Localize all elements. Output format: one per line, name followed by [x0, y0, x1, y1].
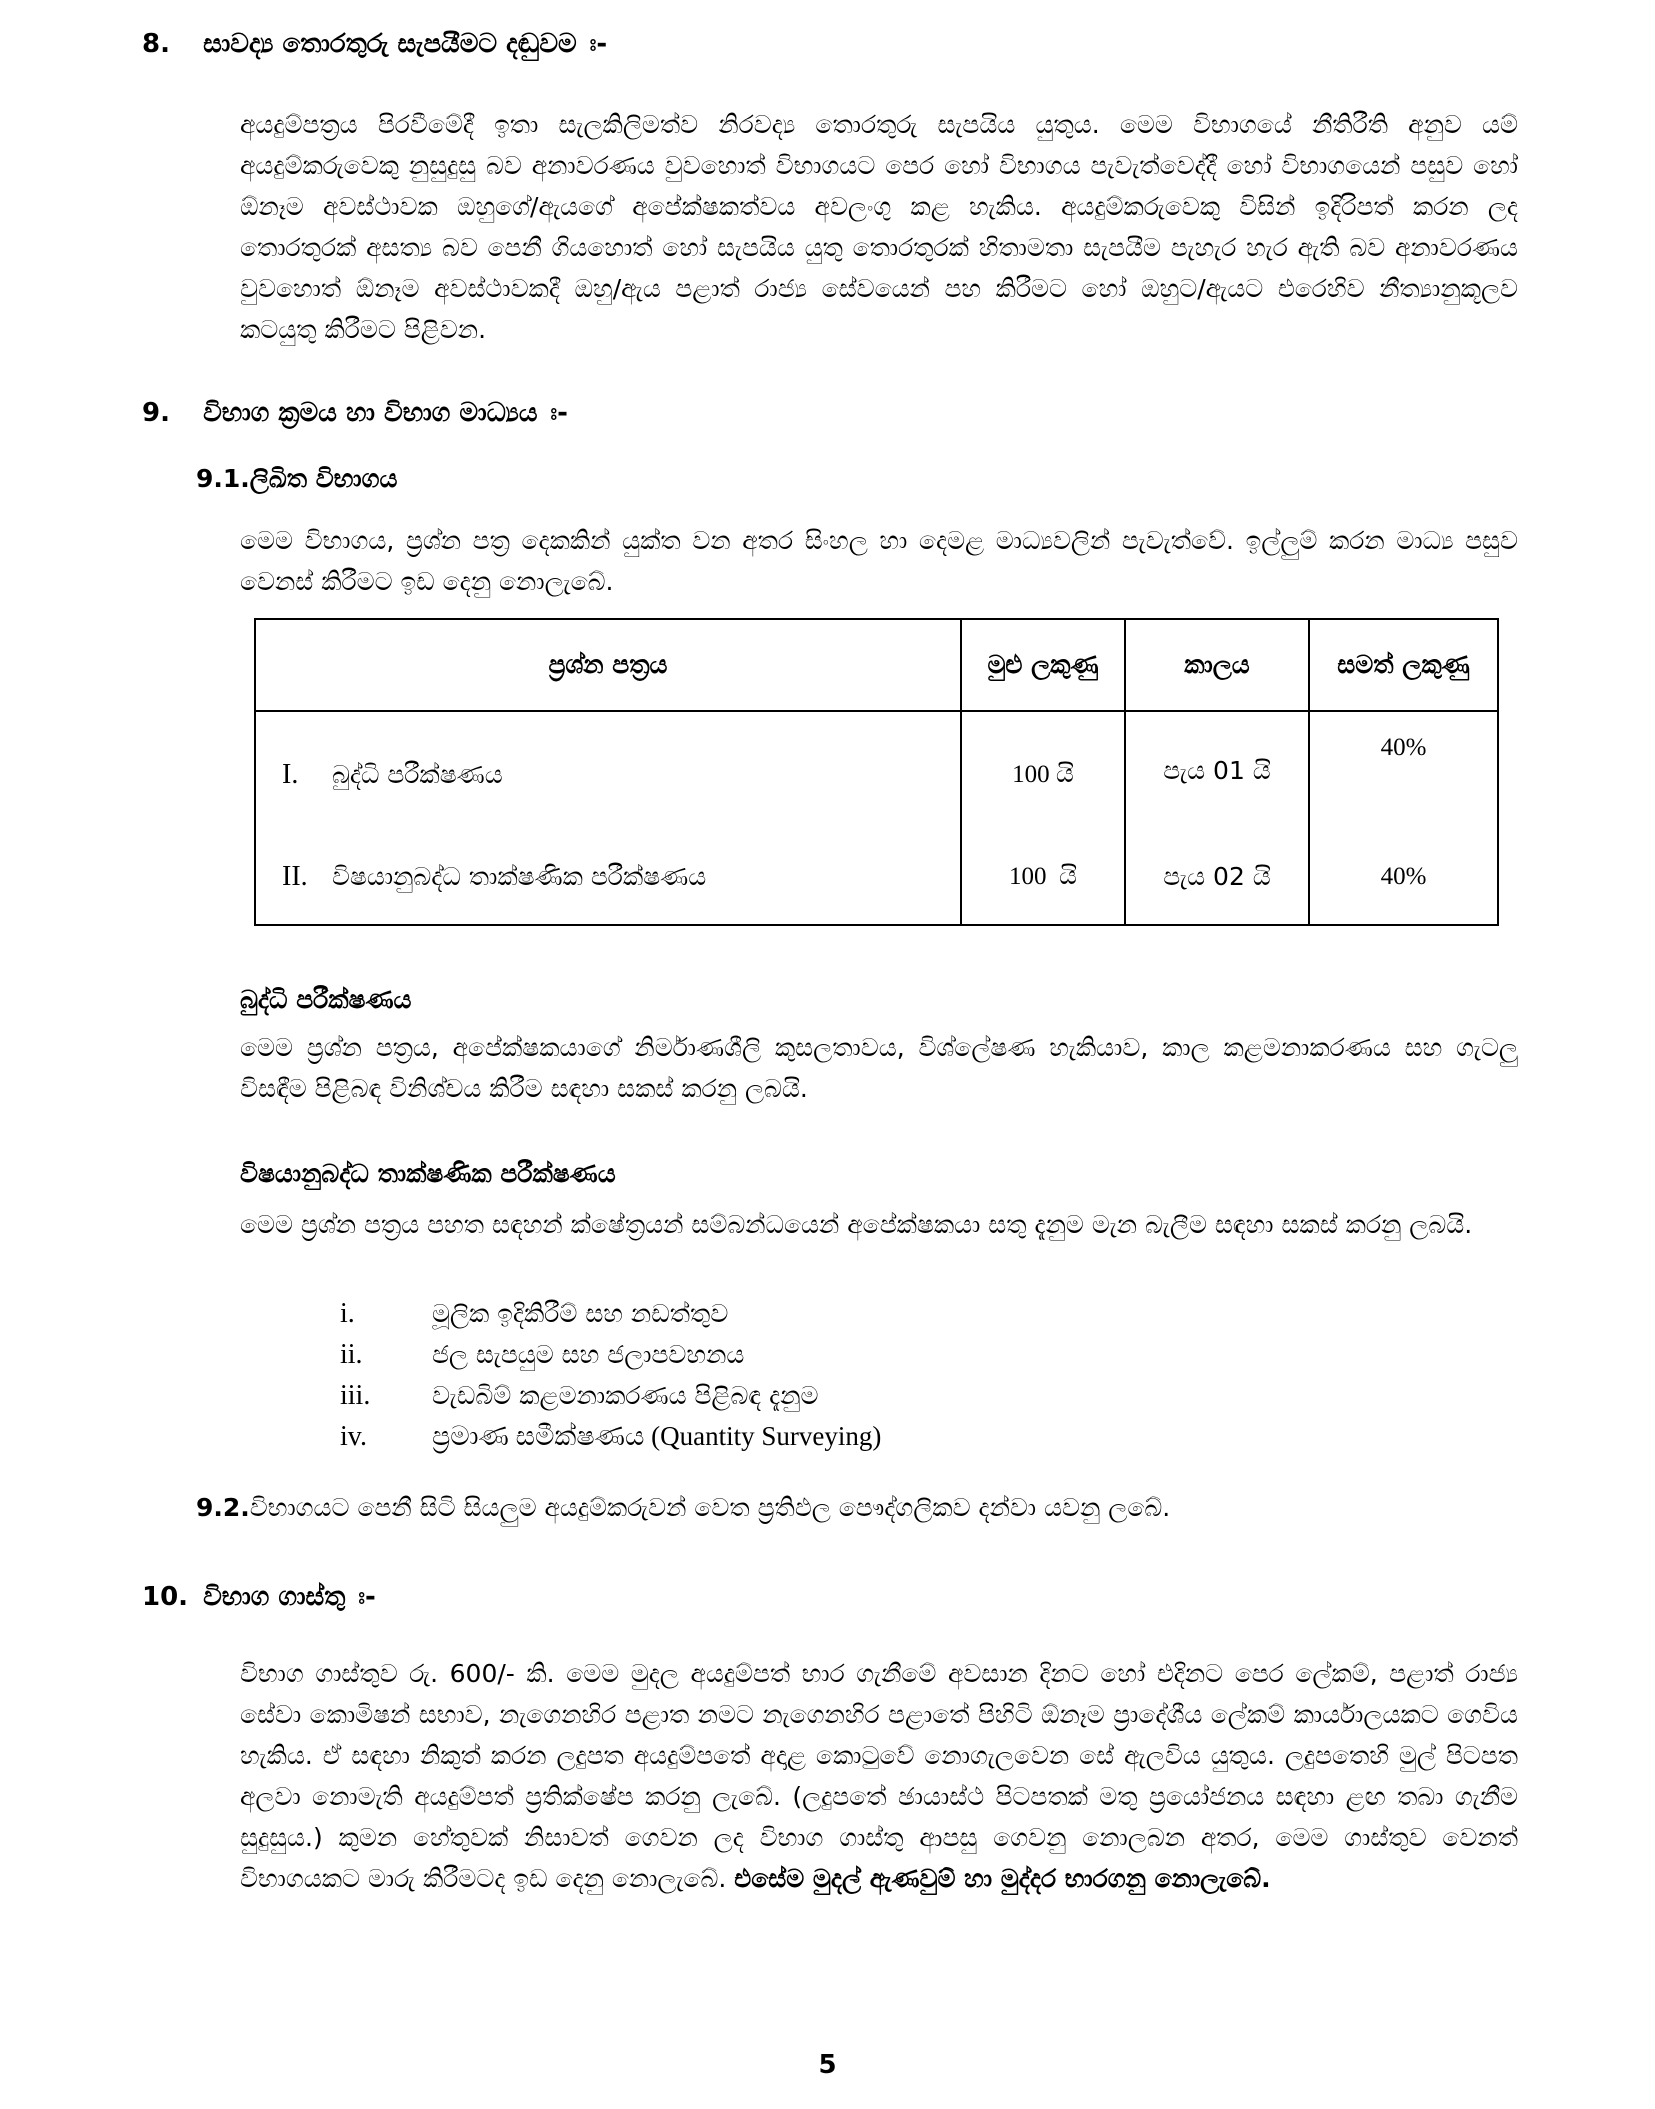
table-row: [255, 829, 1498, 925]
table-header-cell: සමත් ලකුණු: [1309, 619, 1498, 711]
list-item-number: i.: [340, 1298, 355, 1329]
section-8-paragraph: අයදුම්පත්‍රය පිරවීමේදී ඉතා සැලකිලිමත්ව නිරවද්‍ය තොරතුරු සැපයිය යුතුය. මෙම විභාගයේ නීතිරීති අනුව යම් අයදුම්කරුවෙකු නුසුදුසු බව අනාවරණය වුවහොත් විභාගයට පෙර හෝ විභාගය පැවැත්වෙද්දී හෝ විභාගයෙන් පසුව හෝ ඕනෑම අවස්ථාවක ඔහුගේ/ඇයගේ අපේක්ෂකත්වය අවලංගු කළ හැකිය. අයදුම්කරුවෙකු විසින් ඉදිරිපත් කරන ලද තොරතුරක් අසත්‍ය බව පෙනී ගියහොත් හෝ සැපයිය යුතු තොරතුරක් හිතාමතා සැපයීම පැහැර හැර ඇති බව අනාවරණය වුවහොත් ඕනෑම අවස්ථාවකදී ඔහු/ඇය පළාත් රාජ්‍ය සේවයෙන් පහ කිරීමට හෝ ඔහුට/ඇයට එරෙහිව නීත්‍යානුකූලව කටයුතු කිරීමට පිළිවන.: [240, 110, 1518, 344]
pass-mark-cell: 40%: [1309, 829, 1498, 925]
subsection-9-1-paragraph: මෙම විභාගය, ප්‍රශ්න පත්‍ර දෙකකින් යුක්ත වන අතර සිංහල හා දෙමළ මාධ්‍යවලින් පැවැත්වේ. ඉල්ලුම් කරන මාධ්‍ය පසුව වෙනස් කිරීමට ඉඩ දෙනු නොලැබේ.: [240, 526, 1518, 596]
section-10-paragraph: [240, 1653, 1518, 1899]
subsection-9-2: [196, 1491, 1170, 1525]
list-item: [340, 1293, 881, 1334]
paper-roman-number: I.: [282, 758, 299, 790]
table-header-cell: කාලය: [1125, 619, 1309, 711]
list-item-text: මූලික ඉදිකිරීම් සහ නඩත්තුව: [431, 1299, 729, 1328]
technical-topics-list: [340, 1293, 881, 1457]
subsection-text: විභාගයට පෙනී සිටි සියලුම අයදුම්කරුවන් වෙත ප්‍රතිඵල පෞද්ගලිකව දන්වා යවනු ලබේ.: [249, 1493, 1171, 1522]
list-item-text: ප්‍රමාණ සමීක්ෂණය (Quantity Surveying): [431, 1421, 882, 1451]
fee-paragraph-text: විභාග ගාස්තුව රු. 600/- කි. මෙම මුදල අයදුම්පත් භාර ගැනීමේ අවසාන දිනට හෝ එදිනට පෙර ලේකම්, පළාත් රාජ්‍ය සේවා කොමිෂන් සභාව, නැගෙනහිර පළාත නමට නැගෙනහිර පළාතේ පිහිටි ඕනෑම ප්‍රාදේශීය ලේකම් කාර්යාලයකට ගෙවිය හැකිය. ඒ සඳහා නිකුත් කරන ලදුපත අයදුම්පතේ අදාළ කොටුවේ නොගැලවෙන සේ ඇලවිය යුතුය. ලදුපතෙහි මුල් පිටපත අලවා නොමැති අයදුම්පත් ප්‍රතික්ෂේප කරනු ලැබේ. (ලදුපතේ ඡායාස්ථ පිටපතක් මතු ප්‍රයෝජනය සඳහා ළඟ තබා ගැනීම සුදුසුය.) කුමන හේතුවක් නිසාවත් ගෙවන ලද විභාග ගාස්තු ආපසු ගෙවනු නොලබන අතර, මෙම ගාස්තුව වෙනත් විභාගයකට මාරු කිරීමටද ඉඩ දෙනු නොලැබේ.: [240, 1659, 1518, 1893]
list-item-text: වැඩබිම් කළමනාකරණය පිළිබඳ දැනුම: [431, 1381, 819, 1410]
section-title: විභාග ගාස්තු ඃ-: [203, 1582, 376, 1612]
section-title: සාවද්‍ය තොරතුරු සැපයීමට දඬුවම ඃ-: [203, 29, 608, 59]
time-cell: පැය 02 යි: [1125, 829, 1309, 925]
section-number: 10.: [142, 1582, 189, 1612]
list-item-number: ii.: [340, 1339, 363, 1370]
section-10-heading: [142, 1580, 376, 1614]
marks-cell: 100 යි: [961, 829, 1125, 925]
time-cell: පැය 01 යි: [1125, 711, 1309, 829]
list-item: [340, 1375, 881, 1416]
fee-paragraph-bold-note: එසේම මුදල් ඇණවුම් හා මුද්දර භාරගනු නොලැබේ.: [734, 1864, 1271, 1893]
exam-papers-table: [254, 618, 1499, 926]
subsection-9-1-heading: 9.1.ලිඛිත විභාගය: [196, 464, 398, 493]
table-row: [255, 711, 1498, 829]
table-header-cell: ප්‍රශ්න පත්‍රය: [255, 619, 961, 711]
section-title: විභාග ක්‍රමය හා විභාග මාධ්‍යය ඃ-: [203, 398, 568, 428]
iq-test-paragraph: මෙම ප්‍රශ්න පත්‍රය, අපේක්ෂකයාගේ නිර්මාණශීලි කුසලතාවය, විශ්ලේෂණ හැකියාව, කාල කළමනාකරණය සහ ගැටලු විසඳීම පිළිබඳ විනිශ්චය කිරීම සඳහා සකස් කරනු ලබයි.: [240, 1033, 1518, 1103]
list-item-number: iii.: [340, 1380, 371, 1411]
paper-cell: [255, 829, 961, 925]
paper-name: බුද්ධි පරීක්ෂණය: [331, 759, 503, 789]
section-number: 9.: [142, 398, 170, 428]
list-item: [340, 1416, 881, 1457]
list-item: [340, 1334, 881, 1375]
paper-roman-number: II.: [282, 860, 308, 892]
table-header-cell: මුළු ලකුණු: [961, 619, 1125, 711]
pass-mark-cell: 40%: [1309, 711, 1498, 829]
technical-test-heading: විෂයානුබද්ධ තාක්ෂණික පරීක්ෂණය: [240, 1159, 616, 1188]
page-number: 5: [818, 2050, 837, 2080]
iq-test-heading: බුද්ධි පරීක්ෂණය: [240, 985, 412, 1014]
table-header-row: [255, 619, 1498, 711]
subsection-number: 9.2.: [196, 1493, 250, 1522]
paper-name: විෂයානුබද්ධ තාක්ෂණික පරීක්ෂණය: [331, 861, 707, 891]
section-9-heading: [142, 396, 568, 430]
list-item-text: ජල සැපයුම සහ ජලාපවහනය: [431, 1340, 745, 1369]
section-8-heading: [142, 27, 607, 61]
section-number: 8.: [142, 29, 170, 59]
paper-cell: [255, 711, 961, 829]
marks-cell: 100 යි: [961, 711, 1125, 829]
technical-test-paragraph: මෙම ප්‍රශ්න පත්‍රය පහත සඳහන් ක්ෂේත්‍රයන් සම්බන්ධයෙන් අපේක්ෂකයා සතු දැනුම මැන බැලීම සඳහා සකස් කරනු ලබයි.: [240, 1210, 1473, 1239]
list-item-number: iv.: [340, 1421, 367, 1452]
